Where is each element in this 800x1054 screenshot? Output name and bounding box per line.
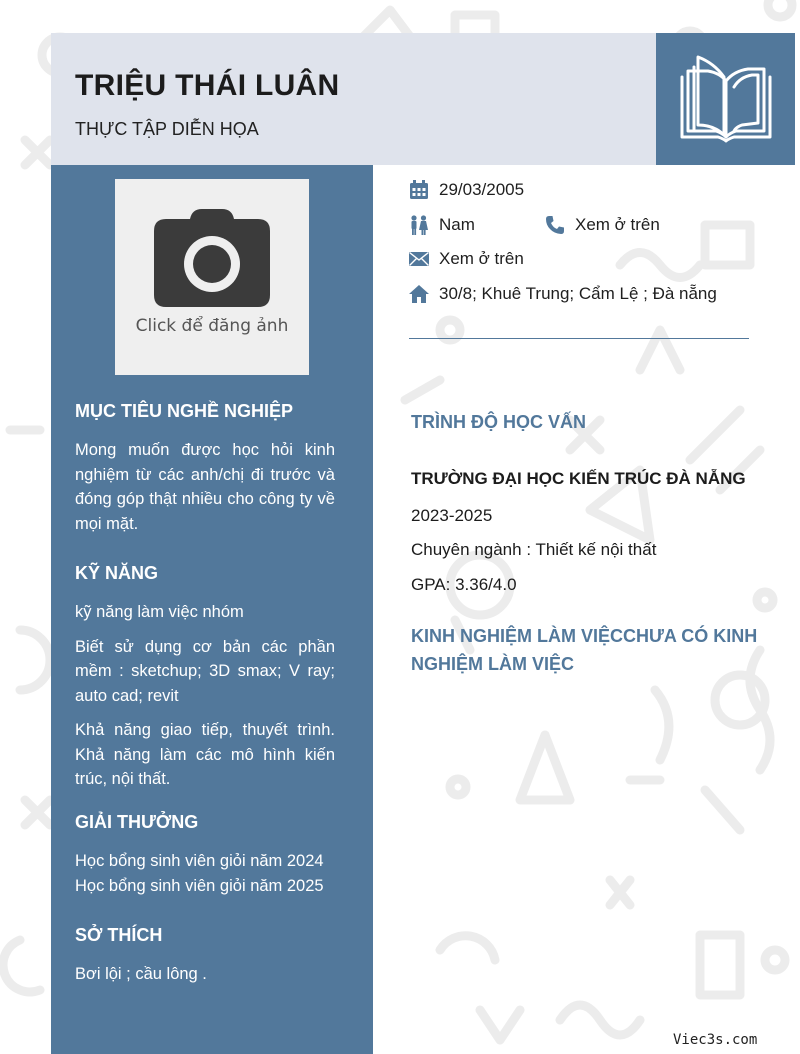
site-watermark: Viec3s.com: [673, 1032, 758, 1048]
address-value[interactable]: 30/8; Khuê Trung; Cẩm Lệ ; Đà nẵng: [439, 284, 717, 303]
gender-value[interactable]: Nam: [439, 215, 475, 234]
skill-item[interactable]: Biết sử dụng cơ bản các phần mềm : sketchup; 3D smax; V ray; auto cad; revit: [75, 637, 335, 705]
phone-icon: [545, 215, 565, 235]
award-item[interactable]: Học bổng sinh viên giỏi năm 2025: [75, 876, 324, 895]
photo-caption: Click để đăng ảnh: [135, 316, 289, 336]
awards-section: [75, 812, 335, 898]
sidebar: [51, 165, 373, 1054]
award-item[interactable]: Học bổng sinh viên giỏi năm 2024: [75, 852, 324, 870]
education-title: TRÌNH ĐỘ HỌC VẤN: [411, 412, 586, 432]
envelope-icon: [409, 249, 429, 269]
skill-item[interactable]: kỹ năng làm việc nhóm: [75, 603, 244, 621]
birthday-value[interactable]: 29/03/2005: [439, 180, 525, 199]
objective-text[interactable]: Mong muốn được học hỏi kinh nghiệm từ các anh/chị đi trước và đóng góp thật nhiều cho công ty về mọi mặt.: [75, 441, 335, 533]
skill-item[interactable]: Khả năng giao tiếp, thuyết trình. Khả năng làm các mô hình kiến trúc, nội thất.: [75, 721, 335, 788]
camera-icon: [154, 207, 270, 309]
hobbies-text[interactable]: Bơi lội ; cầu lông .: [75, 965, 207, 983]
home-icon: [409, 284, 429, 304]
logo-box: [656, 33, 795, 165]
experience-title-line-1: KINH NGHIỆM LÀM VIỆCCHƯA CÓ KINH: [411, 626, 758, 646]
experience-title-line-2: NGHIỆM LÀM VIỆC: [411, 654, 575, 674]
photo-upload[interactable]: [115, 179, 309, 375]
phone-value[interactable]: Xem ở trên: [575, 215, 660, 234]
education-major[interactable]: Chuyên ngành : Thiết kế nội thất: [411, 540, 657, 559]
book-icon: [678, 51, 774, 143]
header-band: [51, 33, 656, 165]
education-period[interactable]: 2023-2025: [411, 506, 493, 525]
gender-icon: [409, 215, 429, 235]
school-name[interactable]: TRƯỜNG ĐẠI HỌC KIẾN TRÚC ĐÀ NẴNG: [411, 469, 746, 488]
email-value[interactable]: Xem ở trên: [439, 249, 524, 268]
education-gpa[interactable]: GPA: 3.36/4.0: [411, 575, 517, 594]
objective-title: MỤC TIÊU NGHỀ NGHIỆP: [75, 401, 294, 421]
hobbies-title: SỞ THÍCH: [75, 925, 163, 945]
skills-title: KỸ NĂNG: [75, 563, 159, 583]
contact-divider: [409, 338, 749, 339]
awards-title: GIẢI THƯỞNG: [75, 812, 199, 832]
candidate-name[interactable]: TRIỆU THÁI LUÂN: [75, 69, 340, 102]
skills-section: [75, 563, 335, 792]
hobbies-section: [75, 925, 335, 987]
job-position[interactable]: THỰC TẬP DIỄN HỌA: [75, 119, 259, 139]
objective-section: [75, 401, 335, 536]
experience-title: [411, 622, 757, 678]
calendar-icon: [409, 180, 429, 200]
